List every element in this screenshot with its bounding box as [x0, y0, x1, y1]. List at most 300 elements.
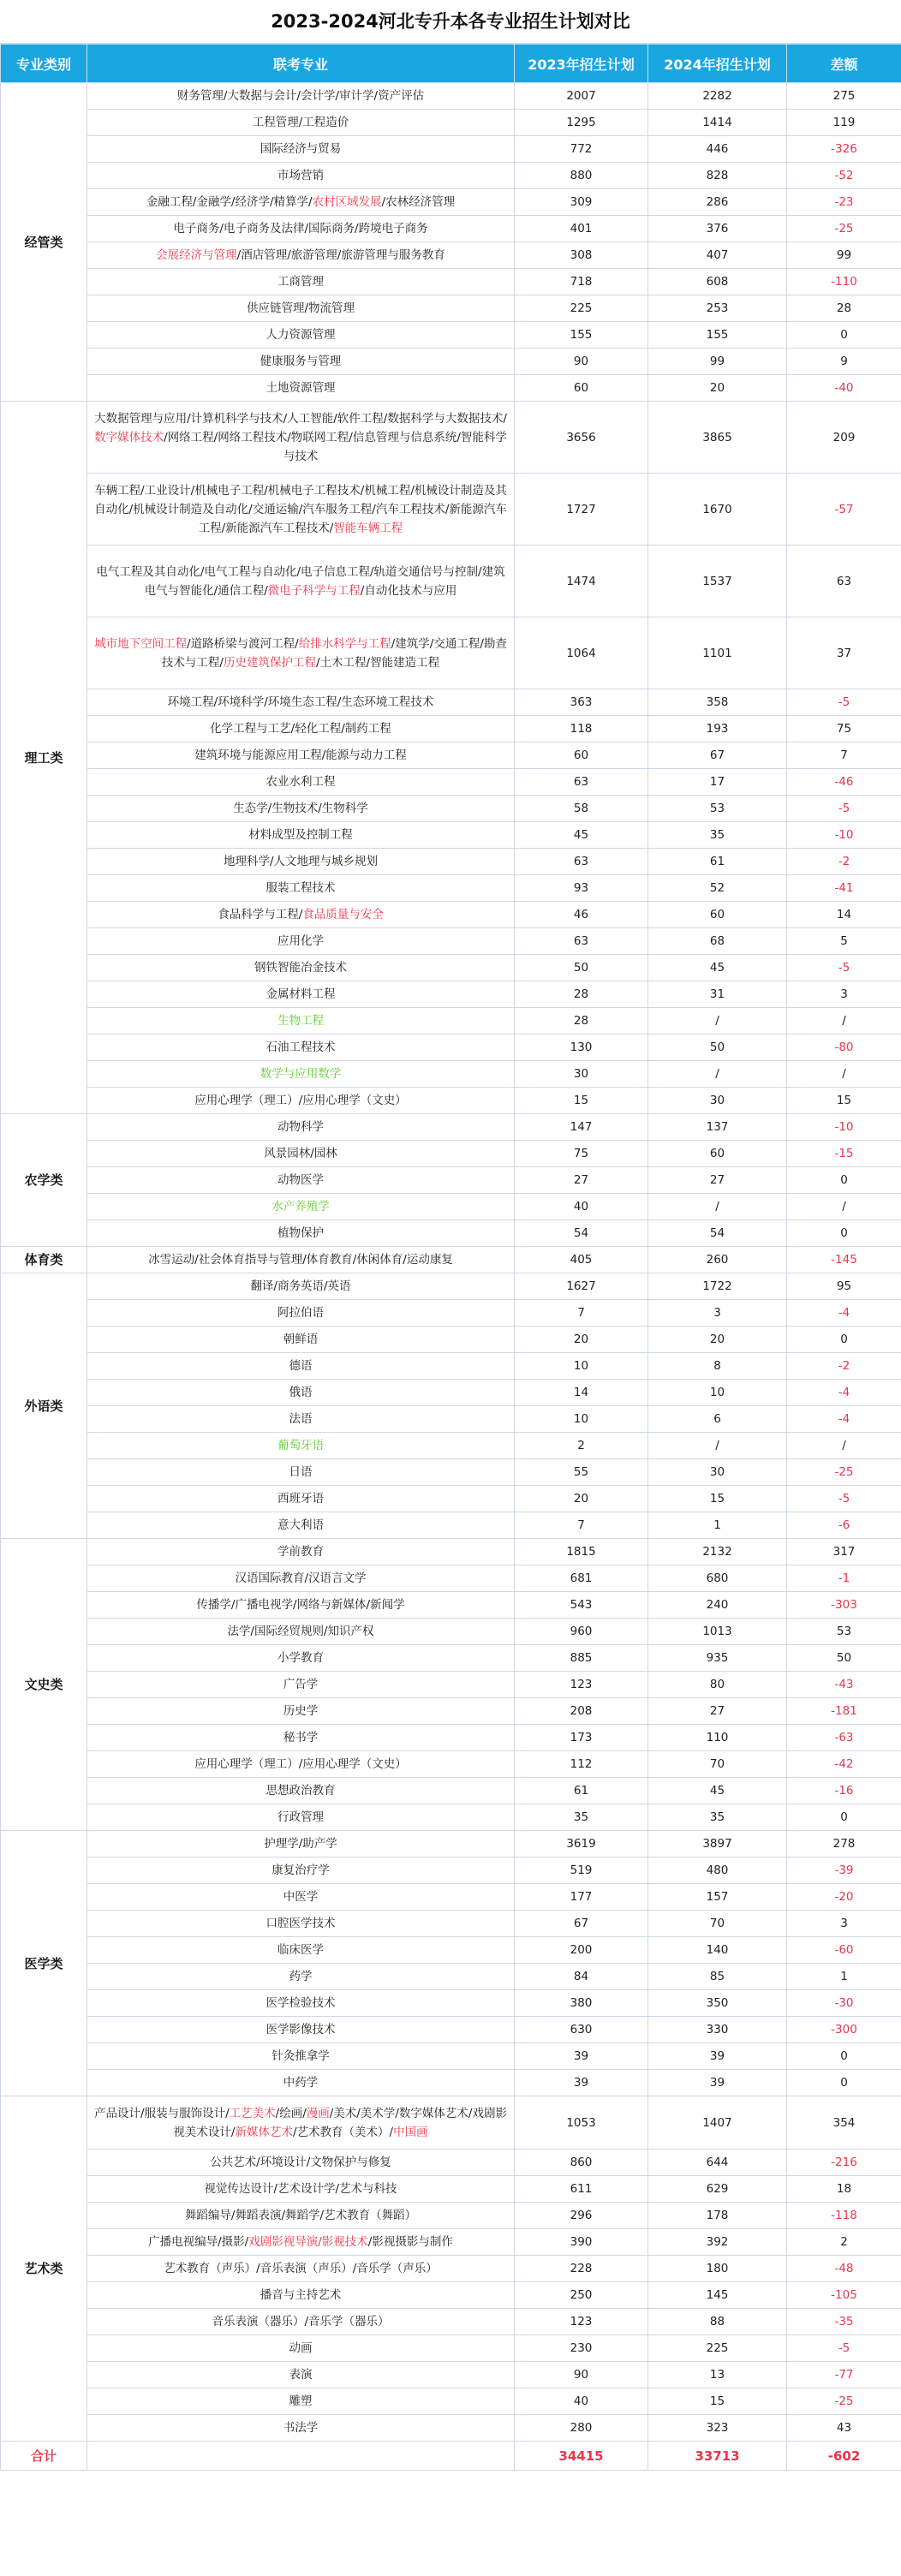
major-cell [87, 546, 515, 617]
major-cell [87, 689, 515, 716]
diff-cell: 317 [787, 1539, 901, 1565]
major-cell [87, 2335, 515, 2362]
major-text: 传播学/广播电视学/网络与新媒体/新闻学 [196, 1598, 405, 1612]
major-cell [87, 716, 515, 742]
table-row [1, 1911, 901, 1937]
diff-cell: -5 [787, 689, 901, 716]
plan-2023-cell: 1627 [515, 1273, 648, 1300]
table-row [1, 189, 901, 216]
plan-2023-cell: 880 [515, 163, 648, 189]
major-text: 生物工程 [277, 1014, 324, 1028]
major-text: 动物医学 [277, 1173, 324, 1187]
diff-cell: 9 [787, 349, 901, 375]
table-row [1, 163, 901, 189]
plan-2023-cell: 405 [515, 1247, 648, 1273]
major-text: /农林经济管理 [381, 195, 456, 209]
major-cell [87, 216, 515, 242]
plan-2023-cell: 61 [515, 1778, 648, 1804]
plan-2023-cell: 7 [515, 1512, 648, 1539]
plan-2024-cell: 61 [648, 849, 787, 875]
table-row [1, 1778, 901, 1804]
major-cell [87, 1114, 515, 1141]
diff-cell: 0 [787, 1804, 901, 1831]
major-text: 服装工程技术 [266, 881, 336, 895]
major-cell [87, 769, 515, 796]
plan-2024-cell: 608 [648, 269, 787, 295]
major-text: 土地资源管理 [266, 381, 336, 395]
major-text: /影视摄影与制作 [367, 2235, 453, 2249]
major-text: 中医学 [283, 1890, 319, 1904]
plan-2024-cell: 480 [648, 1857, 787, 1884]
diff-cell: 0 [787, 1167, 901, 1194]
major-cell [87, 322, 515, 349]
diff-cell: 63 [787, 546, 901, 617]
diff-cell: -1 [787, 1565, 901, 1592]
table-row [1, 1751, 901, 1778]
plan-2024-cell: 99 [648, 349, 787, 375]
plan-2024-cell: 53 [648, 796, 787, 822]
major-cell [87, 349, 515, 375]
plan-2024-cell: 180 [648, 2256, 787, 2282]
table-row [1, 1990, 901, 2017]
major-text: 口腔医学技术 [266, 1917, 336, 1930]
diff-cell: 7 [787, 742, 901, 769]
plan-2023-cell: 147 [515, 1114, 648, 1141]
diff-cell: / [787, 1194, 901, 1220]
plan-2023-cell: 14 [515, 1380, 648, 1406]
major-text: 医学检验技术 [266, 1996, 336, 2010]
plan-2023-cell: 363 [515, 689, 648, 716]
major-text: 音乐表演（器乐）/音乐学（器乐） [212, 2315, 390, 2329]
major-cell [87, 1937, 515, 1964]
major-text: /酒店管理/旅游管理/旅游管理与服务教育 [236, 248, 445, 262]
plan-2024-cell: 225 [648, 2335, 787, 2362]
major-text: 雕塑 [289, 2394, 313, 2408]
major-cell [87, 1964, 515, 1990]
major-cell [87, 402, 515, 474]
table-row [1, 110, 901, 136]
plan-2024-cell: 80 [648, 1672, 787, 1698]
major-text: 学前教育 [277, 1545, 324, 1559]
major-cell [87, 2229, 515, 2256]
plan-2023-cell: 27 [515, 1167, 648, 1194]
diff-cell: -5 [787, 2335, 901, 2362]
plan-2023-cell: 35 [515, 1804, 648, 1831]
major-cell [87, 1698, 515, 1725]
plan-2024-cell: 140 [648, 1937, 787, 1964]
category-cell: 经管类 [1, 83, 87, 402]
plan-2023-cell: 54 [515, 1220, 648, 1247]
major-text: 农村区域发展 [312, 195, 382, 209]
plan-2023-cell: 177 [515, 1884, 648, 1911]
plan-2024-cell: 60 [648, 902, 787, 928]
major-cell [87, 1539, 515, 1565]
table-row [1, 136, 901, 163]
plan-2024-cell: / [648, 1061, 787, 1088]
diff-cell: 0 [787, 2070, 901, 2096]
plan-2023-cell: 112 [515, 1751, 648, 1778]
table-row [1, 1459, 901, 1486]
diff-cell: -326 [787, 136, 901, 163]
diff-cell: 18 [787, 2176, 901, 2203]
major-cell [87, 1406, 515, 1433]
total-label: 合计 [1, 2442, 87, 2471]
major-cell [87, 2096, 515, 2150]
major-text: 电子商务/电子商务及法律/国际商务/跨境电子商务 [173, 222, 428, 236]
diff-cell: -60 [787, 1937, 901, 1964]
major-text: 表演 [289, 2368, 313, 2382]
major-cell [87, 1831, 515, 1857]
diff-cell: 0 [787, 2043, 901, 2070]
plan-2023-cell: 309 [515, 189, 648, 216]
diff-cell: 75 [787, 716, 901, 742]
plan-2023-cell: 1727 [515, 474, 648, 546]
category-cell: 体育类 [1, 1247, 87, 1273]
total-2024: 33713 [648, 2442, 787, 2471]
major-cell [87, 902, 515, 928]
plan-2024-cell: 30 [648, 1088, 787, 1114]
plan-2023-cell: 611 [515, 2176, 648, 2203]
table-row [1, 546, 901, 617]
plan-2024-cell: 323 [648, 2415, 787, 2442]
diff-cell: -5 [787, 1486, 901, 1512]
major-cell [87, 981, 515, 1008]
major-cell [87, 1380, 515, 1406]
table-row [1, 2070, 901, 2096]
diff-cell: -25 [787, 216, 901, 242]
plan-2024-cell: 1101 [648, 617, 787, 689]
major-cell [87, 474, 515, 546]
plan-2024-cell: 60 [648, 1141, 787, 1167]
diff-cell: -39 [787, 1857, 901, 1884]
major-text: /道路桥梁与渡河工程/ [187, 636, 299, 651]
major-cell [87, 617, 515, 689]
major-text: 法语 [289, 1412, 313, 1426]
plan-2023-cell: 63 [515, 928, 648, 955]
major-text: 植物保护 [277, 1226, 324, 1240]
plan-2024-cell: 1537 [648, 546, 787, 617]
major-text: 供应链管理/物流管理 [246, 301, 355, 315]
plan-2023-cell: 401 [515, 216, 648, 242]
diff-cell: 53 [787, 1619, 901, 1645]
major-text: 中国画 [393, 2125, 428, 2139]
major-text: 车辆工程/工业设计/机械电子工程/机械电子工程技术/机械工程/机械设计制造及其自动化/机械设计制造及自动化/交通运输/汽车服务工程/汽车工程技术/新能源汽车工程/新能源汽车工程技术/ [94, 483, 507, 535]
plan-2024-cell: 85 [648, 1964, 787, 1990]
diff-cell: 5 [787, 928, 901, 955]
table-row [1, 1247, 901, 1273]
plan-2024-cell: 1414 [648, 110, 787, 136]
major-text: 翻译/商务英语/英语 [250, 1279, 351, 1293]
major-text: 应用化学 [277, 934, 324, 948]
table-row [1, 2282, 901, 2309]
plan-2024-cell: 39 [648, 2043, 787, 2070]
plan-2023-cell: 20 [515, 1486, 648, 1512]
major-text: 舞蹈编导/舞蹈表演/舞蹈学/艺术教育（舞蹈） [184, 2209, 417, 2222]
major-cell [87, 1672, 515, 1698]
plan-2024-cell: 70 [648, 1751, 787, 1778]
category-cell: 艺术类 [1, 2096, 87, 2442]
header-row [1, 45, 901, 83]
plan-2024-cell: 3 [648, 1300, 787, 1327]
header-2023: 2023年招生计划 [515, 45, 648, 83]
plan-2024-cell: 1670 [648, 474, 787, 546]
major-text: 钢铁智能冶金技术 [254, 961, 347, 975]
table-row [1, 849, 901, 875]
plan-2024-cell: 392 [648, 2229, 787, 2256]
diff-cell: 2 [787, 2229, 901, 2256]
plan-2024-cell: 70 [648, 1911, 787, 1937]
table-row [1, 216, 901, 242]
major-cell [87, 955, 515, 981]
diff-cell: 3 [787, 981, 901, 1008]
diff-cell: / [787, 1433, 901, 1459]
table-row [1, 1619, 901, 1645]
diff-cell: -40 [787, 375, 901, 402]
plan-2023-cell: 960 [515, 1619, 648, 1645]
diff-cell: 14 [787, 902, 901, 928]
major-cell [87, 1592, 515, 1619]
plan-2023-cell: 39 [515, 2070, 648, 2096]
major-cell [87, 742, 515, 769]
major-text: 历史建筑保护工程 [223, 655, 316, 670]
plan-2024-cell: 260 [648, 1247, 787, 1273]
major-text: /建筑学/交通工程/勘查技术与工程/ [161, 636, 507, 670]
major-text: 食品科学与工程/ [218, 908, 303, 921]
plan-2024-cell: 67 [648, 742, 787, 769]
table-body [1, 83, 901, 2442]
major-text: /美术/美术学/数字媒体艺术/戏剧影视美术设计/ [173, 2106, 507, 2139]
major-cell [87, 1167, 515, 1194]
table-row [1, 1486, 901, 1512]
plan-2023-cell: 155 [515, 322, 648, 349]
plan-2023-cell: 250 [515, 2282, 648, 2309]
major-text: /土木工程/智能建造工程 [315, 655, 440, 670]
major-cell [87, 375, 515, 402]
diff-cell: -181 [787, 1698, 901, 1725]
header-diff: 差额 [787, 45, 901, 83]
plan-2023-cell: 10 [515, 1406, 648, 1433]
major-cell [87, 796, 515, 822]
major-text: 小学教育 [277, 1651, 324, 1665]
diff-cell: -46 [787, 769, 901, 796]
table-row [1, 2176, 901, 2203]
plan-2023-cell: 718 [515, 269, 648, 295]
table-row [1, 242, 901, 269]
major-text: 工艺美术 [229, 2106, 276, 2120]
major-cell [87, 2203, 515, 2229]
major-cell [87, 2043, 515, 2070]
major-text: 电气工程及其自动化/电气工程与自动化/电子信息工程/轨道交通信号与控制/建筑电气与智能化/通信工程/ [96, 564, 505, 598]
plan-2023-cell: 7 [515, 1300, 648, 1327]
major-cell [87, 1512, 515, 1539]
plan-2024-cell: 358 [648, 689, 787, 716]
plan-2023-cell: 1053 [515, 2096, 648, 2150]
table-row [1, 2203, 901, 2229]
diff-cell: / [787, 1061, 901, 1088]
table-row [1, 1114, 901, 1141]
plan-2023-cell: 1474 [515, 546, 648, 617]
plan-2023-cell: 55 [515, 1459, 648, 1486]
table-row [1, 1300, 901, 1327]
diff-cell: -5 [787, 796, 901, 822]
category-cell: 文史类 [1, 1539, 87, 1831]
diff-cell: / [787, 1008, 901, 1035]
major-text: 汉语国际教育/汉语言文学 [235, 1571, 367, 1585]
major-text: 食品质量与安全 [302, 908, 384, 921]
category-cell: 外语类 [1, 1273, 87, 1539]
table-row [1, 295, 901, 322]
diff-cell: -43 [787, 1672, 901, 1698]
major-cell [87, 295, 515, 322]
table-row [1, 1964, 901, 1990]
major-cell [87, 1619, 515, 1645]
diff-cell: 0 [787, 1327, 901, 1353]
plan-2024-cell: 680 [648, 1565, 787, 1592]
major-text: 针灸推拿学 [271, 2049, 330, 2063]
major-text: 思想政治教育 [266, 1784, 336, 1798]
enrollment-table [0, 44, 901, 2471]
plan-2023-cell: 228 [515, 2256, 648, 2282]
major-text: 书法学 [283, 2421, 319, 2435]
plan-2023-cell: 28 [515, 1008, 648, 1035]
diff-cell: 275 [787, 83, 901, 110]
diff-cell: 50 [787, 1645, 901, 1672]
major-text: 数字媒体技术 [94, 430, 164, 444]
major-cell [87, 2282, 515, 2309]
diff-cell: -10 [787, 1114, 901, 1141]
table-row [1, 1565, 901, 1592]
plan-2024-cell: 376 [648, 216, 787, 242]
major-cell [87, 1247, 515, 1273]
diff-cell: 1 [787, 1964, 901, 1990]
major-text: 应用心理学（理工）/应用心理学（文史） [194, 1757, 407, 1771]
plan-2024-cell: 1722 [648, 1273, 787, 1300]
plan-2024-cell: 1407 [648, 2096, 787, 2150]
plan-2023-cell: 2007 [515, 83, 648, 110]
major-cell [87, 1911, 515, 1937]
table-row [1, 1512, 901, 1539]
diff-cell: -216 [787, 2150, 901, 2176]
diff-cell: 28 [787, 295, 901, 322]
major-cell [87, 136, 515, 163]
plan-2024-cell: / [648, 1433, 787, 1459]
major-text: 医学影像技术 [266, 2023, 336, 2036]
major-cell [87, 163, 515, 189]
major-text: 康复治疗学 [271, 1863, 330, 1877]
major-text: 石油工程技术 [266, 1041, 336, 1054]
major-text: 动画 [289, 2341, 313, 2355]
plan-2024-cell: 35 [648, 1804, 787, 1831]
diff-cell: -77 [787, 2362, 901, 2388]
diff-cell: -23 [787, 189, 901, 216]
table-row [1, 474, 901, 546]
plan-2023-cell: 1295 [515, 110, 648, 136]
major-cell [87, 1857, 515, 1884]
major-cell [87, 1565, 515, 1592]
plan-2023-cell: 296 [515, 2203, 648, 2229]
major-cell [87, 1433, 515, 1459]
plan-2024-cell: 935 [648, 1645, 787, 1672]
plan-2024-cell: 145 [648, 2282, 787, 2309]
diff-cell: 119 [787, 110, 901, 136]
plan-2023-cell: 200 [515, 1937, 648, 1964]
diff-cell: -25 [787, 1459, 901, 1486]
diff-cell: -110 [787, 269, 901, 295]
major-cell [87, 2070, 515, 2096]
major-text: /绘画/ [275, 2106, 307, 2120]
plan-2024-cell: 30 [648, 1459, 787, 1486]
major-text: 会展经济与管理 [156, 248, 237, 262]
total-diff: -602 [787, 2442, 901, 2471]
diff-cell: 99 [787, 242, 901, 269]
major-text: 城市地下空间工程 [94, 636, 188, 651]
plan-2024-cell: 8 [648, 1353, 787, 1380]
major-text: 播音与主持艺术 [260, 2288, 342, 2302]
plan-2024-cell: 35 [648, 822, 787, 849]
table-row [1, 1857, 901, 1884]
plan-2024-cell: 88 [648, 2309, 787, 2335]
major-text: 行政管理 [277, 1810, 324, 1824]
plan-2024-cell: 446 [648, 136, 787, 163]
major-cell [87, 1725, 515, 1751]
plan-2024-cell: 27 [648, 1167, 787, 1194]
diff-cell: -57 [787, 474, 901, 546]
table-row [1, 1698, 901, 1725]
major-text: 临床医学 [277, 1943, 324, 1957]
plan-2024-cell: 110 [648, 1725, 787, 1751]
plan-2023-cell: 20 [515, 1327, 648, 1353]
header-2024: 2024年招生计划 [648, 45, 787, 83]
plan-2024-cell: 828 [648, 163, 787, 189]
plan-2023-cell: 90 [515, 349, 648, 375]
diff-cell: -42 [787, 1751, 901, 1778]
major-cell [87, 875, 515, 902]
major-text: 西班牙语 [277, 1492, 324, 1506]
plan-2023-cell: 308 [515, 242, 648, 269]
table-row [1, 1672, 901, 1698]
major-text: 广告学 [283, 1678, 319, 1691]
major-text: 农业水利工程 [266, 775, 336, 789]
diff-cell: 43 [787, 2415, 901, 2442]
major-text: 建筑环境与能源应用工程/能源与动力工程 [194, 748, 407, 762]
plan-2023-cell: 681 [515, 1565, 648, 1592]
major-text: 广播电视编导/摄影/ [148, 2235, 249, 2249]
diff-cell: 209 [787, 402, 901, 474]
major-text: 人力资源管理 [266, 328, 336, 342]
total-empty [87, 2442, 515, 2471]
table-row [1, 2415, 901, 2442]
plan-2024-cell: 52 [648, 875, 787, 902]
major-text: 历史学 [283, 1704, 319, 1718]
plan-2023-cell: 3619 [515, 1831, 648, 1857]
diff-cell: -52 [787, 163, 901, 189]
major-text: /网络工程/网络工程技术/物联网工程/信息管理与信息系统/智能科学与技术 [164, 430, 507, 463]
plan-2023-cell: 60 [515, 742, 648, 769]
plan-2023-cell: 208 [515, 1698, 648, 1725]
major-cell [87, 928, 515, 955]
table-row [1, 349, 901, 375]
table-row [1, 742, 901, 769]
plan-2024-cell: 644 [648, 2150, 787, 2176]
table-row [1, 2388, 901, 2415]
major-cell [87, 2017, 515, 2043]
total-row [1, 2442, 901, 2471]
major-cell [87, 1300, 515, 1327]
major-cell [87, 1751, 515, 1778]
major-text: 日语 [289, 1465, 313, 1479]
table-row [1, 2017, 901, 2043]
table-row [1, 2150, 901, 2176]
